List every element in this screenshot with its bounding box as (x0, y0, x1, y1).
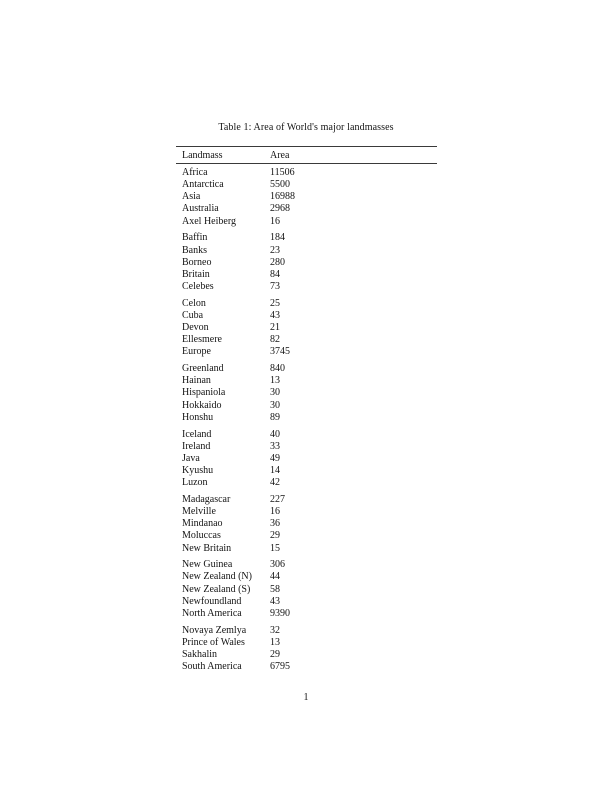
landmass-cell: Greenland (182, 363, 224, 375)
landmass-cell: Baffin (182, 232, 208, 244)
area-cell: 14 (270, 464, 280, 476)
table-row (176, 298, 437, 310)
landmass-cell: Ireland (182, 440, 211, 452)
table-row (176, 596, 437, 608)
table-row (176, 375, 437, 387)
landmass-cell: Moluccas (182, 530, 221, 542)
area-cell: 32 (270, 624, 280, 636)
area-cell: 29 (270, 530, 280, 542)
table-row (176, 191, 437, 203)
area-cell: 43 (270, 595, 280, 607)
landmass-cell: Devon (182, 322, 209, 334)
table-row (176, 257, 437, 269)
table-row (176, 571, 437, 583)
table-row (176, 625, 437, 637)
landmass-cell: Melville (182, 506, 216, 518)
area-cell: 49 (270, 452, 280, 464)
area-cell: 5500 (270, 179, 290, 191)
table-row (176, 245, 437, 257)
area-cell: 42 (270, 477, 280, 489)
table-row (176, 543, 437, 555)
table-row (176, 494, 437, 506)
area-cell: 30 (270, 399, 280, 411)
table-row (176, 387, 437, 399)
landmass-cell: Mindanao (182, 518, 223, 530)
row-group (176, 363, 437, 424)
table-row (176, 465, 437, 477)
row-group (176, 494, 437, 555)
landmass-cell: Britain (182, 268, 210, 280)
landmass-cell: Newfoundland (182, 595, 242, 607)
table-row (176, 429, 437, 441)
landmass-cell: Novaya Zemlya (182, 624, 247, 636)
row-group (176, 429, 437, 490)
area-cell: 6795 (270, 661, 290, 673)
area-cell: 13 (270, 636, 280, 648)
table-row (176, 363, 437, 375)
table-row (176, 649, 437, 661)
table-header-row (176, 146, 437, 164)
table-row (176, 477, 437, 489)
landmass-cell: Cuba (182, 309, 204, 321)
table-row (176, 530, 437, 542)
row-group (176, 167, 437, 228)
landmass-cell: Ellesmere (182, 334, 222, 346)
table-body (176, 164, 437, 673)
area-cell: 16 (270, 215, 280, 227)
area-cell: 9390 (270, 607, 290, 619)
area-cell: 227 (270, 493, 285, 505)
column-header-landmass: Landmass (182, 149, 223, 161)
area-cell: 30 (270, 387, 280, 399)
area-cell: 44 (270, 571, 280, 583)
landmass-cell: Kyushu (182, 464, 214, 476)
area-cell: 84 (270, 268, 280, 280)
area-cell: 184 (270, 232, 285, 244)
landmass-cell: Iceland (182, 428, 212, 440)
landmass-cell: Honshu (182, 411, 214, 423)
table-row (176, 203, 437, 215)
area-cell: 840 (270, 363, 285, 375)
landmass-cell: Celon (182, 297, 206, 309)
table-row (176, 216, 437, 228)
landmass-cell: New Zealand (N) (182, 571, 252, 583)
table-row (176, 167, 437, 179)
area-cell: 21 (270, 322, 280, 334)
landmass-cell: Axel Heiberg (182, 215, 236, 227)
table-row (176, 661, 437, 673)
landmass-cell: Banks (182, 244, 207, 256)
table-row (176, 518, 437, 530)
landmass-cell: Hainan (182, 375, 211, 387)
table-row (176, 322, 437, 334)
table-row (176, 637, 437, 649)
table-row (176, 334, 437, 346)
area-cell: 16 (270, 506, 280, 518)
table-row (176, 453, 437, 465)
area-cell: 36 (270, 518, 280, 530)
area-cell: 73 (270, 281, 280, 292)
table-row (176, 608, 437, 620)
landmass-cell: Asia (182, 191, 201, 203)
page-number: 1 (303, 692, 309, 703)
landmass-cell: Antarctica (182, 179, 224, 191)
landmass-cell: Celebes (182, 281, 214, 292)
table-row (176, 559, 437, 571)
table-row (176, 310, 437, 322)
area-cell: 58 (270, 583, 280, 595)
area-cell: 280 (270, 256, 285, 268)
table-row (176, 412, 437, 424)
area-cell: 16988 (270, 191, 295, 203)
row-group (176, 298, 437, 359)
area-cell: 306 (270, 559, 285, 571)
landmass-cell: New Zealand (S) (182, 583, 251, 595)
landmass-cell: New Britain (182, 542, 232, 554)
row-group (176, 232, 437, 293)
landmass-cell: New Guinea (182, 559, 233, 571)
area-cell: 15 (270, 542, 280, 554)
area-cell: 3745 (270, 346, 290, 358)
landmass-cell: Borneo (182, 256, 212, 268)
landmass-cell: Australia (182, 203, 219, 215)
landmass-cell: Prince of Wales (182, 636, 245, 648)
row-group (176, 625, 437, 674)
table-row (176, 584, 437, 596)
landmass-cell: South America (182, 661, 242, 673)
area-cell: 29 (270, 648, 280, 660)
landmass-cell: Madagascar (182, 493, 231, 505)
column-header-area: Area (270, 149, 290, 161)
landmass-cell: Sakhalin (182, 648, 217, 660)
area-cell: 11506 (270, 167, 295, 178)
table-caption: Table 1: Area of World's major landmasses (218, 122, 394, 133)
landmass-cell: Hokkaido (182, 399, 222, 411)
table-row (176, 346, 437, 358)
landmass-table (176, 146, 437, 673)
table-row (176, 441, 437, 453)
table-row (176, 506, 437, 518)
table-row (176, 179, 437, 191)
area-cell: 40 (270, 428, 280, 440)
area-cell: 13 (270, 375, 280, 387)
area-cell: 25 (270, 297, 280, 309)
landmass-cell: Africa (182, 167, 208, 178)
area-cell: 43 (270, 309, 280, 321)
area-cell: 2968 (270, 203, 290, 215)
landmass-cell: Europe (182, 346, 211, 358)
landmass-cell: Hispaniola (182, 387, 226, 399)
landmass-cell: Java (182, 452, 200, 464)
area-cell: 82 (270, 334, 280, 346)
area-cell: 23 (270, 244, 280, 256)
area-cell: 89 (270, 411, 280, 423)
table-row (176, 281, 437, 293)
landmass-cell: Luzon (182, 477, 208, 489)
landmass-cell: North America (182, 607, 242, 619)
row-group (176, 559, 437, 620)
area-cell: 33 (270, 440, 280, 452)
table-row (176, 232, 437, 244)
table-row (176, 269, 437, 281)
table-row (176, 400, 437, 412)
